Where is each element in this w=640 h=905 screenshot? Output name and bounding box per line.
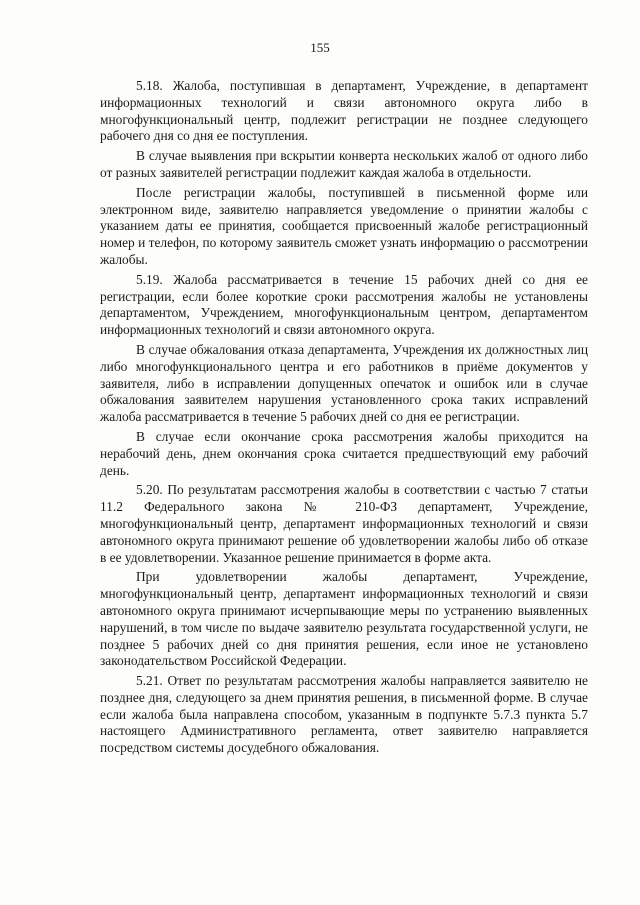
paragraph-5-19: 5.19. Жалоба рассматривается в течение 15 рабочих дней со дня ее регистрации, если более короткие сроки рассмотрения жалобы не установлены департаментом, Учреждением, многофункциональным центром, департаментом информационных технологий и связи автономного округа. [100, 271, 588, 338]
paragraph-5-18: 5.18. Жалоба, поступившая в департамент, Учреждение, в департамент информационных технологий и связи автономного округа либо в многофункциональный центр, подлежит регистрации не позднее следующего рабочего дня со дня ее поступления. [100, 78, 588, 144]
paragraph-satisfaction-measures: При удовлетворении жалобы департамент, Учреждение, многофункциональный центр, департамент информационных технологий и связи автономного округа принимают исчерпывающие меры по устранению выявленных нарушений, в том числе по выдаче заявителю результата государственной услуги, не позднее 5 рабочих дней со дня принятия решения, если иное не установлено законодательством Российской Федерации. [100, 569, 588, 669]
paragraph-5-21: 5.21. Ответ по результатам рассмотрения жалобы направляется заявителю не позднее дня, следующего за днем принятия решения, в письменной форме. В случае если жалоба была направлена способом, указанным в подпункте 5.7.3 пункта 5.7 настоящего Административного регламента, ответ заявителю направляется посредством системы досудебного обжалования. [100, 673, 588, 756]
paragraph-nonworking-day: В случае если окончание срока рассмотрения жалобы приходится на нерабочий день, днем окончания срока считается предшествующий ему рабочий день. [100, 428, 588, 478]
paragraph-refusal-appeal: В случае обжалования отказа департамента, Учреждения их должностных лиц либо многофункционального центра и его работников в приёме документов у заявителя, либо в исправлении допущенных опечаток и ошибок или в случае обжалования заявителем нарушения установленного срока таких исправлений жалоба рассматривается в течение 5 рабочих дней со дня ее регистрации. [100, 341, 588, 425]
page-number: 155 [310, 40, 330, 55]
document-body [100, 78, 588, 760]
paragraph-registration-notice: После регистрации жалобы, поступившей в письменной форме или электронном виде, заявителю направляется уведомление о принятии жалобы с указанием даты ее принятия, сообщается присвоенный жалобе регистрационный номер и телефон, по которому заявитель сможет узнать информацию о рассмотрении жалобы. [100, 184, 588, 267]
paragraph-multiple-complaints: В случае выявления при вскрытии конверта нескольких жалоб от одного либо от разных заявителей регистрации подлежит каждая жалоба в отдельности. [100, 148, 588, 180]
paragraph-5-20: 5.20. По результатам рассмотрения жалобы в соответствии с частью 7 статьи 11.2 Федерального закона № 210-ФЗ департамент, Учреждение, многофункциональный центр, департамент информационных технологий и связи автономного округа принимают решение об удовлетворении жалобы либо об отказе в ее удовлетворении. Указанное решение принимается в форме акта. [100, 482, 588, 565]
